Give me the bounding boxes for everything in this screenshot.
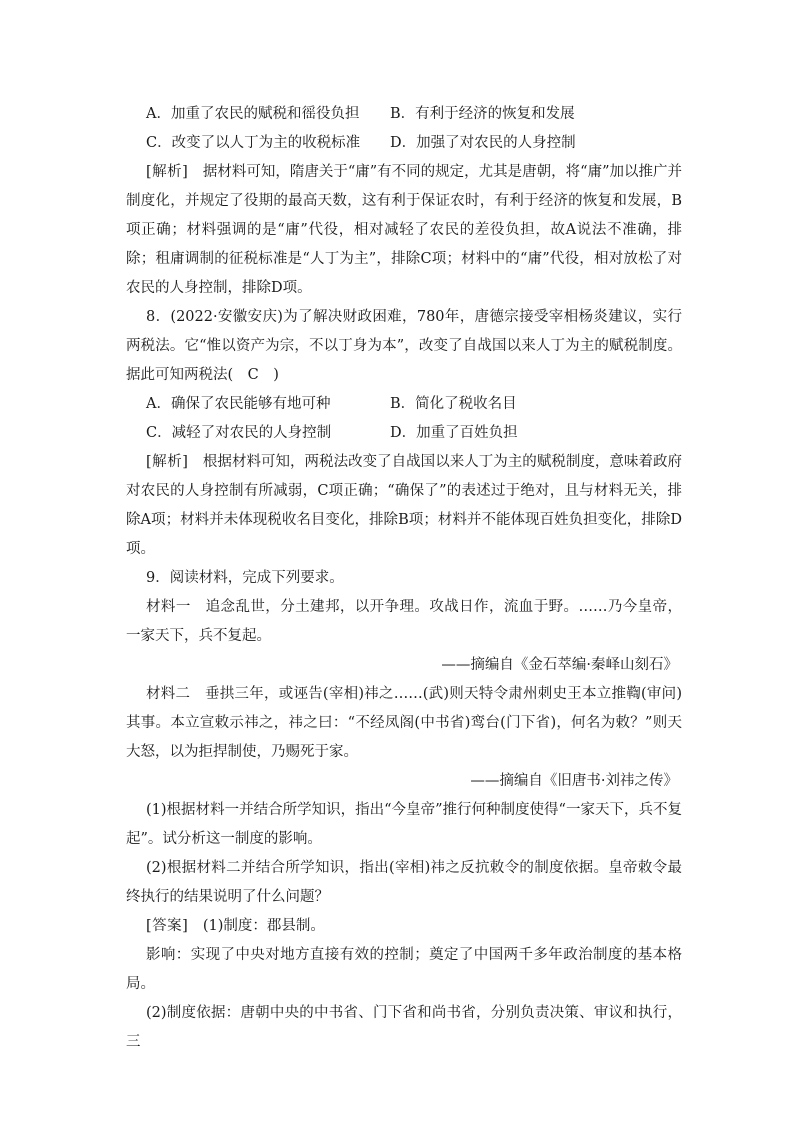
q9-material-2: 材料二 垂拱三年，或诬告(宰相)祎之……(武)则天特令肃州刺史王本立推鞫(审问)其事。本立宣敕示祎之，祎之曰：“不经凤阁(中书省)鸾台(门下省)，何名为敕？”则天大怒，以为拒捍制使，乃赐死于家。 xyxy=(126,686,682,760)
q8-analysis-tag: [解析] xyxy=(146,454,189,470)
q8-analysis xyxy=(126,448,682,564)
q9-answer-1 xyxy=(126,912,682,941)
q9-source-1: ——摘编自《金石萃编·秦峄山刻石》 xyxy=(441,657,678,673)
q8-options-row-1 xyxy=(126,390,682,419)
q8-stem: 8．(2022·安徽安庆)为了解决财政困难，780年，唐德宗接受宰相杨炎建议，实行两税法。它“惟以资产为宗，不以丁身为本”，改变了自战国以来人丁为主的赋税制度。据此可知两税法( C ) xyxy=(126,309,682,383)
q8-option-b: B．简化了税收名目 xyxy=(390,396,517,412)
q9-requirement-1: (1)根据材料一并结合所学知识，指出“今皇帝”推行何种制度使得“一家天下，兵不复起”。试分析这一制度的影响。 xyxy=(126,802,682,847)
q8-option-a: A．确保了农民能够有地可种 xyxy=(146,396,331,412)
q7-analysis-tag: [解析] xyxy=(146,164,189,180)
document-content xyxy=(126,100,682,1057)
q9-answer-tag: [答案] xyxy=(146,918,189,934)
q7-option-a: A．加重了农民的赋税和徭役负担 xyxy=(146,106,360,122)
q8-analysis-text: 根据材料可知，两税法改变了自战国以来人丁为主的赋税制度，意味着政府对农民的人身控制有所减弱，C项正确；“确保了”的表述过于绝对，且与材料无关，排除A项；材料并未体现税收名目变化，排除B项；材料并不能体现百姓负担变化，排除D项。 xyxy=(126,454,682,557)
q9-source-2: ——摘编自《旧唐书·刘祎之传》 xyxy=(470,773,678,789)
q9-answer-2: (2)制度依据：唐朝中央的中书省、门下省和尚书省，分别负责决策、审议和执行，三 xyxy=(126,1005,682,1050)
q7-options-row-1 xyxy=(126,100,682,129)
q7-option-c: C．改变了以人丁为主的收税标准 xyxy=(146,135,361,151)
q7-options-row-2 xyxy=(126,129,682,158)
q8-option-c: C．减轻了对农民的人身控制 xyxy=(146,425,332,441)
q9-requirement-2: (2)根据材料二并结合所学知识，指出(宰相)祎之反抗敕令的制度依据。皇帝敕令最终执行的结果说明了什么问题？ xyxy=(126,860,682,905)
q8-options-row-2 xyxy=(126,419,682,448)
q7-option-b: B．有利于经济的恢复和发展 xyxy=(390,106,575,122)
q9-answer-1-impact: 影响：实现了中央对地方直接有效的控制；奠定了中国两千多年政治制度的基本格局。 xyxy=(126,947,682,992)
q9-stem: 9．阅读材料，完成下列要求。 xyxy=(146,570,344,586)
q7-analysis-text: 据材料可知，隋唐关于“庸”有不同的规定，尤其是唐朝，将“庸”加以推广并制度化，并规定了役期的最高天数，这有利于保证农时，有利于经济的恢复和发展，B项正确；材料强调的是“庸”代役，相对减轻了农民的差役负担，故A说法不准确，排除；租庸调制的征税标准是“人丁为主”，排除C项；材料中的“庸”代役，相对放松了对农民的人身控制，排除D项。 xyxy=(126,164,682,296)
q9-material-1: 材料一 追念乱世，分土建邦，以开争理。攻战日作，流血于野。……乃今皇帝，一家天下，兵不复起。 xyxy=(126,599,682,644)
q7-option-d: D．加强了对农民的人身控制 xyxy=(390,135,576,151)
q7-analysis xyxy=(126,158,682,303)
q8-option-d: D．加重了百姓负担 xyxy=(390,425,518,441)
q9-answer-1-text: (1)制度：郡县制。 xyxy=(188,918,325,934)
